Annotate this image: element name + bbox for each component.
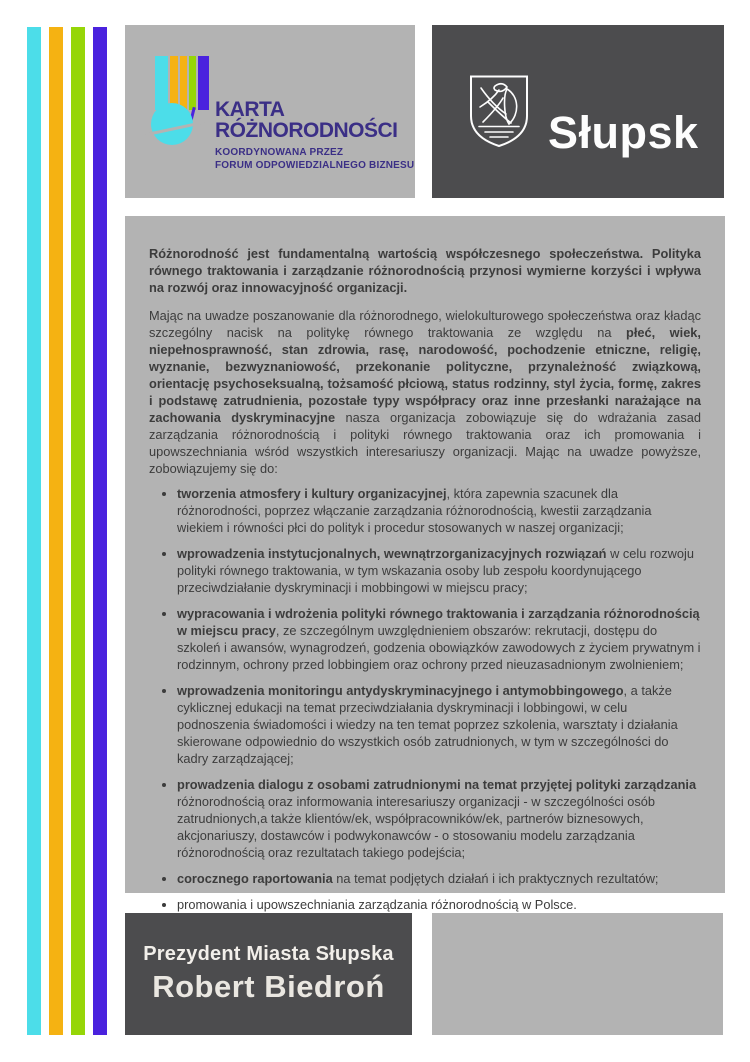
bullet-bold: wprowadzenia instytucjonalnych, wewnątrzorganizacyjnych rozwiązań — [177, 546, 607, 561]
karta-title-line2: RÓŻNORODNOŚCI — [215, 119, 398, 142]
bottom-right-placeholder-box — [432, 913, 723, 1035]
paragraph-prefix: Mając na uwadze poszanowanie dla różnorodnego, wielokulturowego społeczeństwa oraz kładąc szczególny nacisk na politykę równego traktowania ze względu na — [149, 308, 701, 340]
signature-box — [125, 913, 412, 1035]
bullet-item — [177, 682, 701, 767]
city-name: Słupsk — [548, 107, 699, 158]
paragraph-bold-grounds: płeć, wiek, niepełnosprawność, stan zdrowia, rasę, narodowość, pochodzenie etniczne, religię, wyznanie, bezwyznaniowość, przekonanie polityczne, przynależność związkową, orientację psychoseksualną, tożsamość płciową, status rodzinny, styl życia, formę, zakres i podstawę zatrudnienia, pozostałe typy współpracy oraz inne przesłanki narażające na zachowania dyskryminacyjne — [149, 325, 701, 425]
stripe-cyan — [27, 27, 41, 1035]
bullet-rest: na temat podjętych działań i ich praktycznych rezultatów; — [332, 871, 659, 886]
bullet-rest: promowania i upowszechniania zarządzania różnorodnością w Polsce. — [177, 897, 577, 912]
bullet-bold: prowadzenia dialogu z osobami zatrudnionymi na temat przyjętej polityki zarządzania — [177, 777, 697, 792]
karta-title-line1: KARTA — [215, 98, 285, 121]
commitment-list — [149, 485, 701, 913]
cyan-circle-icon — [151, 103, 193, 145]
stripe-green — [71, 27, 85, 1035]
bullet-item — [177, 485, 701, 536]
slupsk-coat-of-arms-icon — [468, 74, 530, 149]
charter-commitment-paragraph — [149, 307, 701, 477]
bullet-item — [177, 545, 701, 596]
signature-title: Prezydent Miasta Słupska — [143, 943, 394, 965]
karta-subtitle-line2: FORUM ODPOWIEDZIALNEGO BIZNESU — [215, 160, 415, 171]
paragraph-suffix: nasza organizacja zobowiązuje się do wdrażania zasad zarządzania różnorodnością i polityki równego traktowania oraz ich promowania i upowszechniania wśród wszystkich interesariuszy organizacji. Mając na uwadze powyższe, zobowiązujemy się do: — [149, 410, 701, 476]
karta-logo-text — [215, 99, 414, 172]
bullet-bold: wprowadzenia monitoringu antydyskryminacyjnego i antymobbingowego — [177, 683, 624, 698]
karta-logo-box — [125, 25, 415, 198]
stripe-purple — [93, 27, 107, 1035]
charter-intro-paragraph: Różnorodność jest fundamentalną wartością współczesnego społeczeństwa. Polityka równego traktowania i zarządzanie różnorodnością przynosi wymierne korzyści i wpływa na rozwój oraz innowacyjność organizacji. — [149, 246, 701, 295]
bullet-rest: , a także cyklicznej edukacji na temat przeciwdziałania dyskryminacji i lobbingowi, w celu podnoszenia świadomości i wiedzy na ten temat poprzez szkolenia, warsztaty i działania skierowane odpowiednio do wszystkich osób zatrudnionych, w tym w szczególności do kadry zarządzającej; — [177, 683, 678, 766]
charter-text-box — [125, 216, 725, 912]
bullet-item — [177, 776, 701, 861]
slupsk-header-box — [432, 25, 724, 198]
bullet-bold: wypracowania i wdrożenia polityki równego traktowania i zarządzania różnorodnością w miejscu pracy — [177, 606, 700, 638]
bullet-rest: różnorodnością oraz informowania interesariuszy organizacji - w szczególności osób zatrudnionych,a także klientów/ek, współpracowników/ek, partnerów biznesowych, akcjonariuszy, dostawców i podwykonawców - o stosowaniu modelu zarządzania różnorodnością oraz rezultatach takiego podejścia; — [177, 794, 655, 860]
stripe-orange — [49, 27, 63, 1035]
bullet-bold: corocznego raportowania — [177, 871, 333, 886]
karta-balloon-icon — [155, 56, 209, 110]
bullet-rest: , ze szczególnym uwzględnieniem obszarów: rekrutacji, dostępu do szkoleń i awansów, wynagrodzeń, godzenia obowiązków zawodowych z życiem prywatnym i rodzinnym, ochrony przed lobbingiem oraz ochrony przed nieuzasadnionym zwolnieniem; — [177, 623, 701, 672]
bullet-bold: tworzenia atmosfery i kultury organizacyjnej — [177, 486, 447, 501]
bullet-rest: , która zapewnia szacunek dla różnorodności, poprzez włączanie zarządzania różnorodnością, kwestii zarządzania wiekiem i równości płci do polityk i procedur stosowanych w naszej organizacji; — [177, 486, 652, 535]
signature-name: Robert Biedroń — [152, 969, 385, 1004]
bullet-item — [177, 870, 701, 887]
karta-subtitle-line1: KOORDYNOWANA PRZEZ — [215, 147, 344, 158]
bullet-rest: w celu rozwoju polityki równego traktowania, w tym wskazania osoby lub zespołu koordynującego przeciwdziałanie dyskryminacji i mobbingowi w miejscu pracy; — [177, 546, 694, 595]
bullet-item — [177, 896, 701, 913]
bullet-item — [177, 605, 701, 673]
